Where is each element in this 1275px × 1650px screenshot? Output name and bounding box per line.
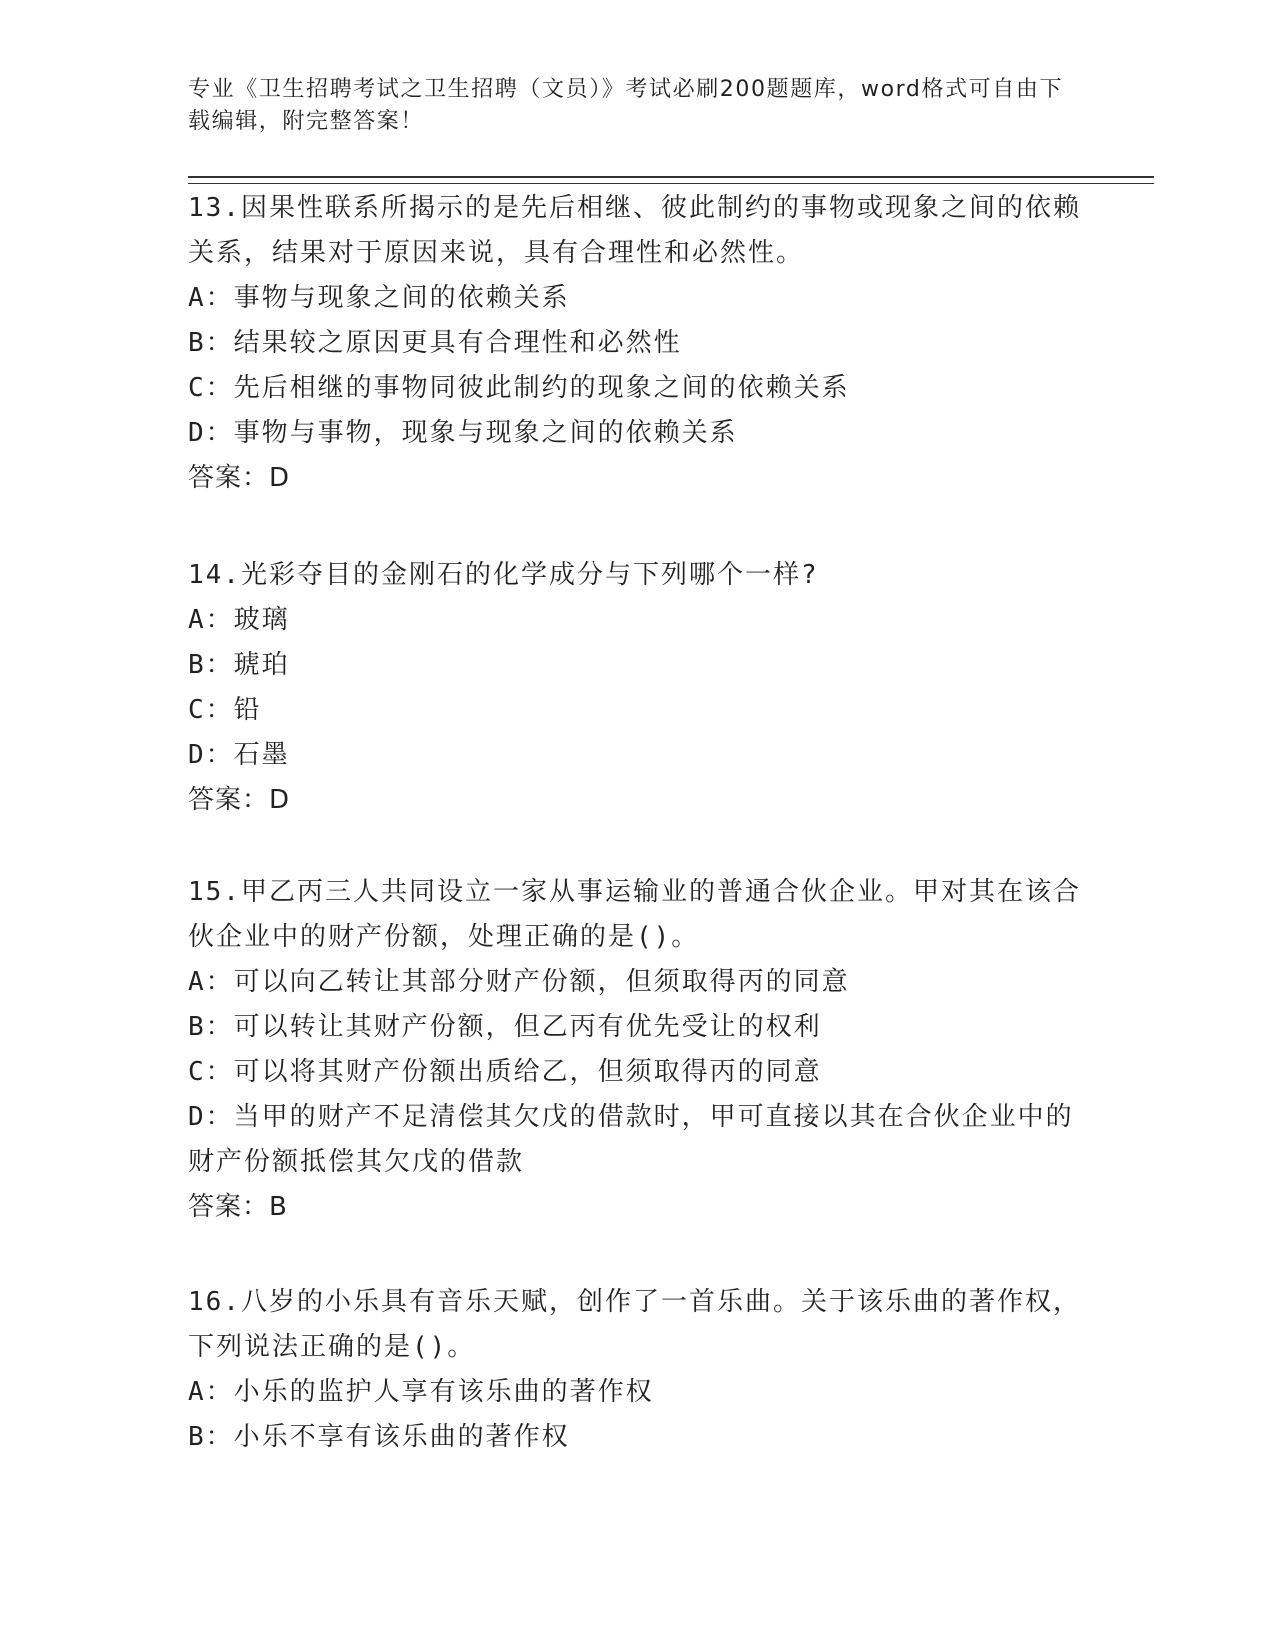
option-a: A：小乐的监护人享有该乐曲的著作权 — [188, 1377, 654, 1407]
option-d: D：石墨 — [188, 740, 290, 770]
option-b: B：结果较之原因更具有合理性和必然性 — [188, 328, 682, 358]
option-d: D：事物与事物，现象与现象之间的依赖关系 — [188, 418, 738, 448]
option-b: B：小乐不享有该乐曲的著作权 — [188, 1422, 570, 1452]
header-divider-thin — [188, 183, 1154, 184]
question-stem: 16.八岁的小乐具有音乐天赋，创作了一首乐曲。关于该乐曲的著作权，下列说法正确的是()。 — [188, 1287, 1081, 1362]
question-16 — [188, 1280, 1088, 1460]
option-a: A：玻璃 — [188, 605, 290, 635]
question-14 — [188, 553, 1088, 823]
option-a: A：可以向乙转让其部分财产份额，但须取得丙的同意 — [188, 967, 850, 997]
option-a: A：事物与现象之间的依赖关系 — [188, 283, 570, 313]
answer: 答案：D — [188, 785, 291, 815]
question-15 — [188, 870, 1088, 1230]
option-c: C：先后相继的事物同彼此制约的现象之间的依赖关系 — [188, 373, 850, 403]
option-c: C：可以将其财产份额出质给乙，但须取得丙的同意 — [188, 1057, 822, 1087]
option-b: B：可以转让其财产份额，但乙丙有优先受让的权利 — [188, 1012, 822, 1042]
question-stem: 14.光彩夺目的金刚石的化学成分与下列哪个一样? — [188, 560, 819, 590]
answer: 答案：B — [188, 1192, 288, 1222]
header-divider-thick — [188, 176, 1154, 178]
option-c: C：铅 — [188, 695, 262, 725]
option-d: D：当甲的财产不足清偿其欠戊的借款时，甲可直接以其在合伙企业中的财产份额抵偿其欠戊的借款 — [188, 1102, 1074, 1177]
document-intro: 专业《卫生招聘考试之卫生招聘（文员）》考试必刷200题题库，word格式可自由下载编辑，附完整答案！ — [188, 77, 1064, 134]
answer: 答案：D — [188, 463, 291, 493]
question-stem: 15.甲乙丙三人共同设立一家从事运输业的普通合伙企业。甲对其在该合伙企业中的财产份额，处理正确的是()。 — [188, 877, 1081, 952]
question-stem: 13.因果性联系所揭示的是先后相继、彼此制约的事物或现象之间的依赖关系，结果对于原因来说，具有合理性和必然性。 — [188, 193, 1081, 268]
option-b: B：琥珀 — [188, 650, 290, 680]
question-13 — [188, 186, 1088, 501]
